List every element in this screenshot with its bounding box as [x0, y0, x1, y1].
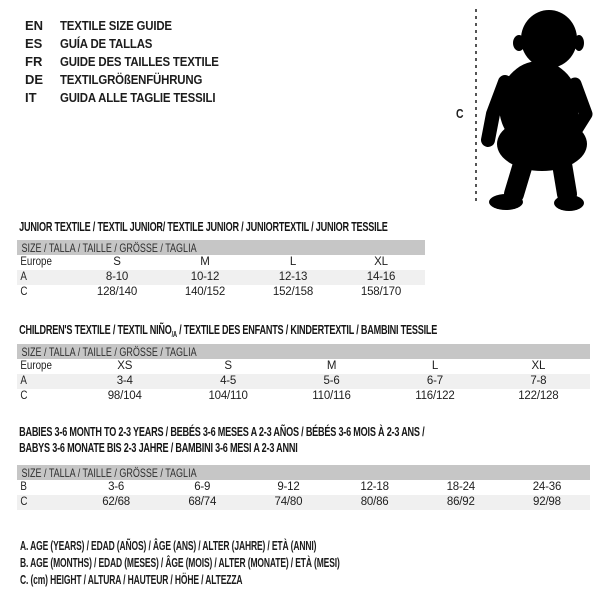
cell-value: 14-16	[366, 271, 396, 283]
junior-textile-table	[17, 219, 425, 300]
cell-value: 122/128	[518, 390, 559, 402]
table-row	[17, 359, 590, 374]
table-title-line	[17, 322, 438, 340]
row-label: A	[20, 271, 27, 283]
cell-value: 128/140	[96, 286, 138, 298]
babies-textile-table	[17, 424, 590, 510]
language-label: GUIDE DES TAILLES TEXTILE	[60, 53, 219, 69]
cell-value: S	[113, 256, 121, 268]
size-header-label: SIZE / TALLA / TAILLE / GRÖSSE / TAGLIA	[21, 345, 197, 359]
title-subscript: /A	[171, 330, 177, 339]
title-text: CHILDREN'S TEXTILE / TEXTIL NIÑO	[19, 322, 172, 337]
cell-value: 4-5	[220, 375, 237, 387]
language-code: FR	[25, 53, 43, 69]
language-row	[25, 16, 240, 34]
cell-value: 104/110	[208, 390, 248, 402]
language-code: DE	[25, 71, 44, 87]
table-row	[17, 285, 425, 300]
cell-value: M	[326, 360, 337, 372]
table-title-line	[17, 219, 388, 235]
row-label: C	[20, 286, 28, 298]
dashed-line-graphic	[474, 9, 478, 205]
row-label: C	[20, 496, 28, 508]
size-header-label: SIZE / TALLA / TAILLE / GRÖSSE / TAGLIA	[21, 241, 197, 255]
table-row	[17, 255, 425, 270]
childrens-textile-table	[17, 322, 590, 404]
language-label: GUIDA ALLE TAGLIE TESSILI	[60, 89, 216, 105]
row-label: C	[20, 390, 28, 402]
cell-value: 12-13	[278, 271, 308, 283]
cell-value: 9-12	[277, 481, 300, 493]
cell-value: L	[431, 360, 439, 372]
language-row	[25, 34, 240, 52]
size-header-bar	[17, 465, 590, 480]
cell-value: 18-24	[446, 481, 475, 493]
table-row	[17, 495, 590, 510]
cell-value: 6-7	[426, 375, 443, 387]
row-label: Europe	[20, 360, 52, 372]
size-header-bar	[17, 344, 590, 359]
cell-value: S	[224, 360, 232, 372]
footnote: C. (cm) HEIGHT / ALTURA / HAUTEUR / HÖHE / ALTEZZA	[20, 573, 243, 587]
height-measure-label: C	[456, 106, 464, 121]
cell-value: 86/92	[446, 496, 475, 508]
cell-value: XL	[531, 360, 546, 372]
table-title-line	[17, 440, 418, 456]
table-row	[17, 374, 590, 389]
size-header-label: SIZE / TALLA / TAILLE / GRÖSSE / TAGLIA	[21, 466, 197, 480]
cell-value: 98/104	[107, 390, 142, 402]
title-text: BABIES 3-6 MONTH TO 2-3 YEARS / BEBÉS 3-6 MESES A 2-3 AÑOS / BÉBÉS 3-6 MOIS À 2-3 ANS /	[19, 424, 425, 439]
cell-value: 12-18	[360, 481, 389, 493]
table-title-line	[17, 424, 425, 440]
cell-value: 3-4	[116, 375, 133, 387]
footnotes	[20, 538, 490, 589]
cell-value: 3-6	[108, 481, 125, 493]
baby-silhouette	[479, 6, 597, 214]
table-title	[17, 322, 590, 344]
language-label: GUÍA DE TALLAS	[60, 35, 153, 51]
title-text: BABYS 3-6 MONATE BIS 2-3 JAHRE / BAMBINI 3-6 MESI A 2-3 ANNI	[19, 440, 298, 455]
cell-value: 110/116	[312, 390, 351, 402]
table-row	[17, 389, 590, 404]
language-row	[25, 52, 240, 70]
language-code: EN	[25, 17, 44, 33]
language-code: ES	[25, 35, 43, 51]
footnote: A. AGE (YEARS) / EDAD (AÑOS) / ÂGE (ANS) / ALTER (JAHRE) / ETÀ (ANNI)	[20, 539, 317, 553]
cell-value: 8-10	[105, 271, 129, 283]
height-dashed-line	[474, 9, 478, 205]
table-title	[17, 219, 425, 240]
cell-value: L	[289, 256, 297, 268]
cell-value: M	[200, 256, 210, 268]
cell-value: 68/74	[188, 496, 217, 508]
cell-value: 62/68	[102, 496, 130, 508]
table-row	[17, 270, 425, 285]
table-row	[17, 480, 590, 495]
title-text: JUNIOR TEXTILE / TEXTIL JUNIOR/ TEXTILE JUNIOR / JUNIORTEXTIL / JUNIOR TESSILE	[19, 219, 388, 234]
cell-value: 140/152	[184, 286, 226, 298]
language-label: TEXTILE SIZE GUIDE	[60, 17, 172, 33]
title-text: / TEXTILE DES ENFANTS / KINDERTEXTIL / BAMBINI TESSILE	[176, 322, 438, 337]
cell-value: 80/86	[360, 496, 389, 508]
row-label: Europe	[20, 256, 52, 268]
cell-value: 152/158	[272, 286, 314, 298]
baby-silhouette-graphic	[479, 6, 597, 214]
cell-value: 24-36	[532, 481, 562, 493]
row-label: B	[20, 481, 27, 493]
cell-value: XL	[374, 256, 388, 268]
cell-value: 92/98	[533, 496, 561, 508]
row-label: A	[20, 375, 27, 387]
cell-value: 10-12	[190, 271, 220, 283]
footnote: B. AGE (MONTHS) / EDAD (MESES) / ÂGE (MOIS) / ALTER (MONATE) / ETÀ (MESI)	[20, 556, 340, 570]
table-title	[17, 424, 590, 465]
language-code: IT	[25, 89, 37, 105]
cell-value: XS	[117, 360, 133, 372]
cell-value: 116/122	[415, 390, 455, 402]
language-title-list	[25, 16, 240, 106]
language-row	[25, 70, 240, 88]
cell-value: 7-8	[530, 375, 547, 387]
language-label: TEXTILGRÖßENFÜHRUNG	[60, 71, 203, 87]
language-row	[25, 88, 240, 106]
cell-value: 5-6	[323, 375, 340, 387]
cell-value: 158/170	[360, 286, 402, 298]
size-header-bar	[17, 240, 425, 255]
cell-value: 6-9	[194, 481, 211, 493]
cell-value: 74/80	[274, 496, 303, 508]
